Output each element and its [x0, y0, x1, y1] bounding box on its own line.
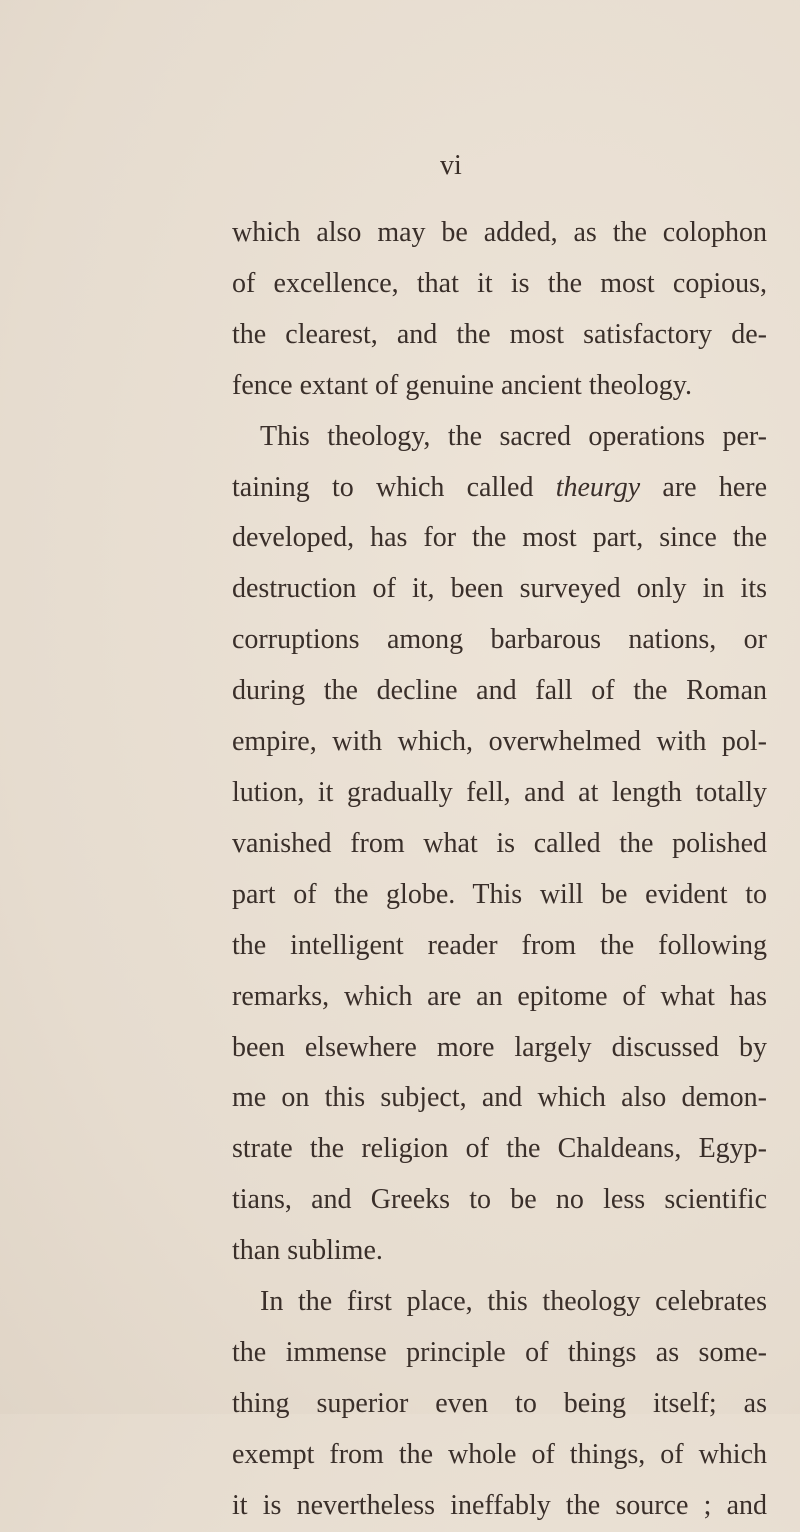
- text-line: lution, it gradually fell, and at length totally: [232, 776, 767, 808]
- text-line: corruptions among barbarous nations, or: [232, 624, 767, 656]
- text-line: during the decline and fall of the Roman: [232, 675, 767, 707]
- body-text: [232, 208, 767, 1532]
- text-line: remarks, which are an epitome of what has: [232, 980, 767, 1012]
- page-number: vi: [440, 150, 462, 181]
- text-line: In the first place, this theology celebrates: [260, 1286, 767, 1318]
- text-line: thing superior even to being itself; as: [232, 1387, 767, 1419]
- text-line: been elsewhere more largely discussed by: [232, 1031, 767, 1063]
- text-line: than sublime.: [232, 1235, 383, 1267]
- text-line: the clearest, and the most satisfactory de-: [232, 318, 767, 350]
- text-line: of excellence, that it is the most copious,: [232, 267, 767, 299]
- text-segment: are here: [640, 471, 767, 503]
- text-segment: taining to which called: [232, 471, 556, 503]
- text-line: part of the globe. This will be evident to: [232, 878, 767, 910]
- text-line: tians, and Greeks to be no less scientific: [232, 1184, 767, 1216]
- text-line: empire, with which, overwhelmed with pol-: [232, 726, 767, 758]
- text-line: [232, 463, 767, 514]
- text-line: strate the religion of the Chaldeans, Egyp-: [232, 1133, 767, 1165]
- text-line: which also may be added, as the colophon: [232, 217, 767, 248]
- text-line: destruction of it, been surveyed only in its: [232, 573, 767, 605]
- text-line: vanished from what is called the polished: [232, 827, 767, 859]
- text-line: exempt from the whole of things, of which: [232, 1438, 767, 1470]
- text-line: the immense principle of things as some-: [232, 1336, 767, 1368]
- text-line: the intelligent reader from the following: [232, 929, 767, 961]
- text-line: This theology, the sacred operations per-: [260, 420, 767, 452]
- text-line: it is nevertheless ineffably the source ; and: [232, 1489, 767, 1521]
- text-line: me on this subject, and which also demon-: [232, 1082, 767, 1114]
- text-line: fence extant of genuine ancient theology.: [232, 369, 692, 401]
- italic-term: theurgy: [555, 471, 641, 503]
- text-line: developed, has for the most part, since the: [232, 522, 767, 554]
